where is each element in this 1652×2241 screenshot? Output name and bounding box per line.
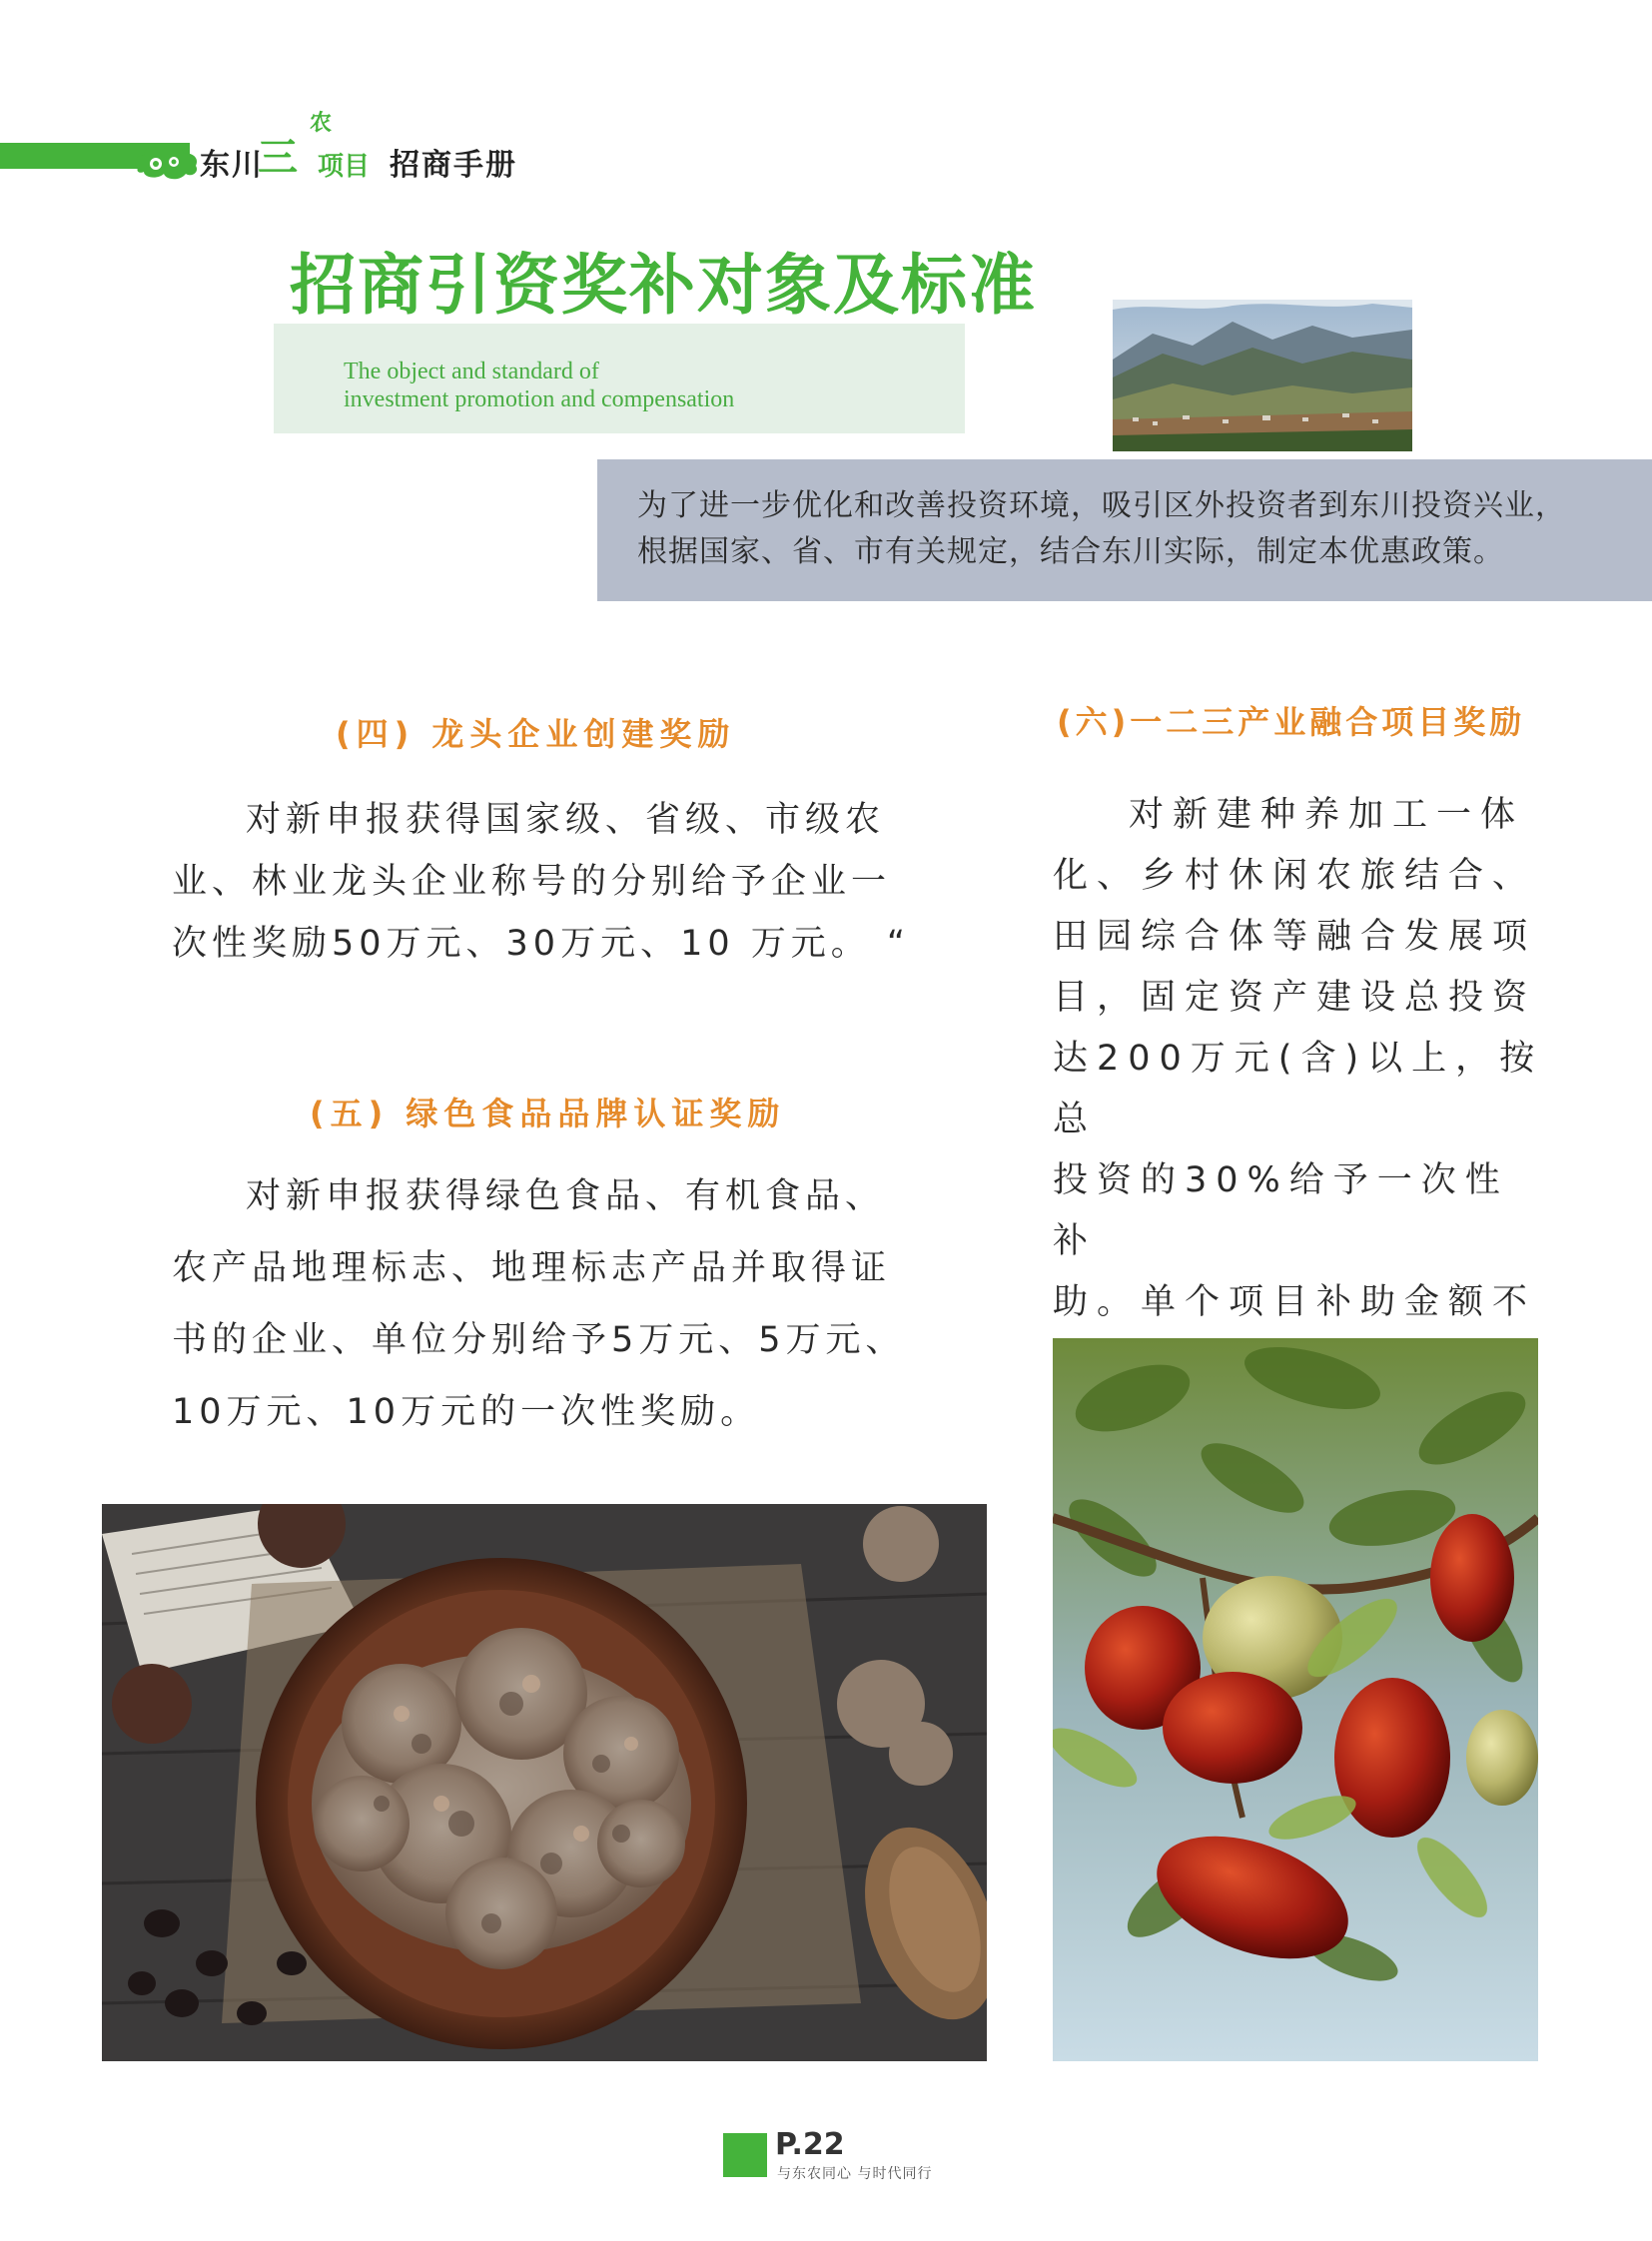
section4-line: 业、林业龙头企业称号的分别给予企业一 (172, 862, 892, 902)
section5-body (172, 1160, 931, 1448)
section5-line: 对新申报获得绿色食品、有机食品、 (246, 1176, 886, 1216)
intro-text (637, 483, 1636, 575)
page-title: 招商引资奖补对象及标准 (290, 246, 1037, 324)
section6-line: 投资的30%给予一次性补 (1053, 1160, 1509, 1261)
cloud-logo-icon (130, 124, 204, 184)
section6-line: 助。单个项目补助金额不 (1053, 1282, 1537, 1322)
subtitle-line-2: investment promotion and compensation (344, 386, 735, 412)
section6-heading: (六)一二三产业融合项目奖励 (1057, 703, 1526, 741)
dried-herbs-bowl-photo (102, 1504, 987, 2061)
section6-line: 目，固定资产建设总投资 (1053, 978, 1537, 1018)
section4-line: 对新申报获得国家级、省级、市级农 (246, 800, 886, 840)
red-jujube-photo (1053, 1338, 1538, 2061)
intro-line-2: 根据国家、省、市有关规定，结合东川实际，制定本优惠政策。 (637, 534, 1504, 569)
section4-body (172, 789, 931, 975)
section4-heading: (四) 龙头企业创建奖励 (336, 715, 736, 753)
page-number-marker (723, 2133, 767, 2177)
footer-slogan: 与东农同心 与时代同行 (777, 2166, 933, 2182)
header-title-dongchuan: 东川 (200, 148, 264, 183)
section5-line: 农产品地理标志、地理标志产品并取得证 (172, 1248, 892, 1288)
header-title-nong: 农 (310, 110, 333, 136)
section5-line: 书的企业、单位分别给予5万元、5万元、 (172, 1320, 906, 1360)
page-number: P.22 (775, 2127, 845, 2162)
section4-line: 次性奖励50万元、30万元、10 万元。 “ (172, 924, 910, 964)
subtitle-line-1: The object and standard of (344, 359, 599, 384)
header-title-san: 三 (258, 134, 298, 181)
section6-line: 达200万元(含)以上，按总 (1053, 1039, 1544, 1139)
mountain-landscape-photo (1113, 300, 1412, 451)
header-title-handbook: 招商手册 (390, 148, 517, 183)
section5-line: 10万元、10万元的一次性奖励。 (172, 1392, 761, 1432)
page-subtitle (344, 358, 734, 413)
section6-line: 对新建种养加工一体 (1129, 795, 1525, 835)
section6-body (1053, 785, 1552, 1394)
header-title-xiangmu: 项目 (318, 152, 371, 182)
intro-line-1: 为了进一步优化和改善投资环境，吸引区外投资者到东川投资兴业， (637, 488, 1566, 523)
section6-line: 化、乡村休闲农旅结合、 (1053, 856, 1537, 896)
section5-heading: (五) 绿色食品品牌认证奖励 (310, 1095, 786, 1132)
section6-line: 田园综合体等融合发展项 (1053, 917, 1537, 957)
